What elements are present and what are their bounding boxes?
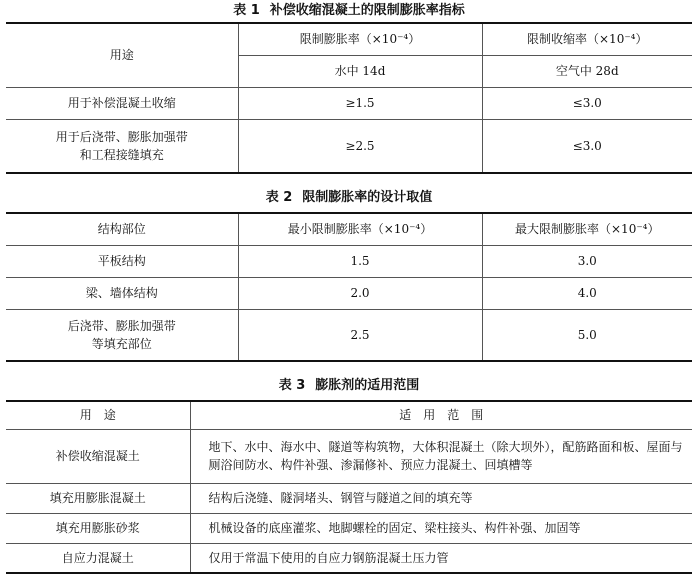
table3 xyxy=(6,400,692,574)
table2-caption-text: 限制膨胀率的设计取值 xyxy=(302,190,433,205)
table2 xyxy=(6,212,692,362)
table-row xyxy=(6,513,692,543)
table-cell: 用于后浇带、膨胀加强带 和工程接缝填充 xyxy=(6,119,238,173)
table-cell: 3.0 xyxy=(482,245,692,277)
table-row xyxy=(6,543,692,573)
table-row xyxy=(6,119,692,173)
table-cell: 地下、水中、海水中、隧道等构筑物，大体积混凝土（除大坝外），配筋路面和板、屋面与厕浴间防水、构件补强、渗漏修补、预应力混凝土、回填槽等 xyxy=(190,429,692,483)
table-cell: ≥1.5 xyxy=(238,87,482,119)
table2-header-max: 最大限制膨胀率（×10⁻⁴） xyxy=(482,213,692,245)
table-cell: 补偿收缩混凝土 xyxy=(6,429,190,483)
table2-header-min: 最小限制膨胀率（×10⁻⁴） xyxy=(238,213,482,245)
table-cell: 5.0 xyxy=(482,309,692,361)
table-cell: 仅用于常温下使用的自应力钢筋混凝土压力管 xyxy=(190,543,692,573)
table3-header-scope: 适 用 范 围 xyxy=(190,401,692,429)
table-cell: 2.5 xyxy=(238,309,482,361)
table-row xyxy=(6,483,692,513)
table1-header-expansion: 限制膨胀率（×10⁻⁴） xyxy=(238,23,482,55)
table-cell: 结构后浇缝、隧洞堵头、钢管与隧道之间的填充等 xyxy=(190,483,692,513)
table1-header-purpose: 用途 xyxy=(6,23,238,87)
table2-caption-number: 表 2 xyxy=(265,190,293,205)
table-row xyxy=(6,277,692,309)
table-cell: ≤3.0 xyxy=(482,87,692,119)
table-cell: 2.0 xyxy=(238,277,482,309)
table3-header-purpose: 用 途 xyxy=(6,401,190,429)
table-cell: 1.5 xyxy=(238,245,482,277)
table-cell: 填充用膨胀混凝土 xyxy=(6,483,190,513)
table2-caption xyxy=(0,190,698,206)
table-row xyxy=(6,87,692,119)
table1-subheader-air: 空气中 28d xyxy=(482,55,692,87)
table3-caption-number: 表 3 xyxy=(278,378,306,393)
table3-caption xyxy=(0,378,698,394)
table-cell: 4.0 xyxy=(482,277,692,309)
table-cell: 机械设备的底座灌浆、地脚螺栓的固定、梁柱接头、构件补强、加固等 xyxy=(190,513,692,543)
table-cell: 梁、墙体结构 xyxy=(6,277,238,309)
table1-header-shrinkage: 限制收缩率（×10⁻⁴） xyxy=(482,23,692,55)
table-cell: ≥2.5 xyxy=(238,119,482,173)
table-cell: 后浇带、膨胀加强带 等填充部位 xyxy=(6,309,238,361)
table2-header-location: 结构部位 xyxy=(6,213,238,245)
table-cell: ≤3.0 xyxy=(482,119,692,173)
table1-caption-number: 表 1 xyxy=(233,3,260,18)
table1-caption xyxy=(0,3,698,19)
table1-caption-text: 补偿收缩混凝土的限制膨胀率指标 xyxy=(269,3,465,18)
table1-subheader-water: 水中 14d xyxy=(238,55,482,87)
table3-caption-text: 膨胀剂的适用范围 xyxy=(315,378,420,393)
table-cell: 用于补偿混凝土收缩 xyxy=(6,87,238,119)
table-row xyxy=(6,429,692,483)
table-row xyxy=(6,245,692,277)
table-row xyxy=(6,309,692,361)
table1 xyxy=(6,22,692,174)
table-cell: 填充用膨胀砂浆 xyxy=(6,513,190,543)
table-cell: 自应力混凝土 xyxy=(6,543,190,573)
table-cell: 平板结构 xyxy=(6,245,238,277)
